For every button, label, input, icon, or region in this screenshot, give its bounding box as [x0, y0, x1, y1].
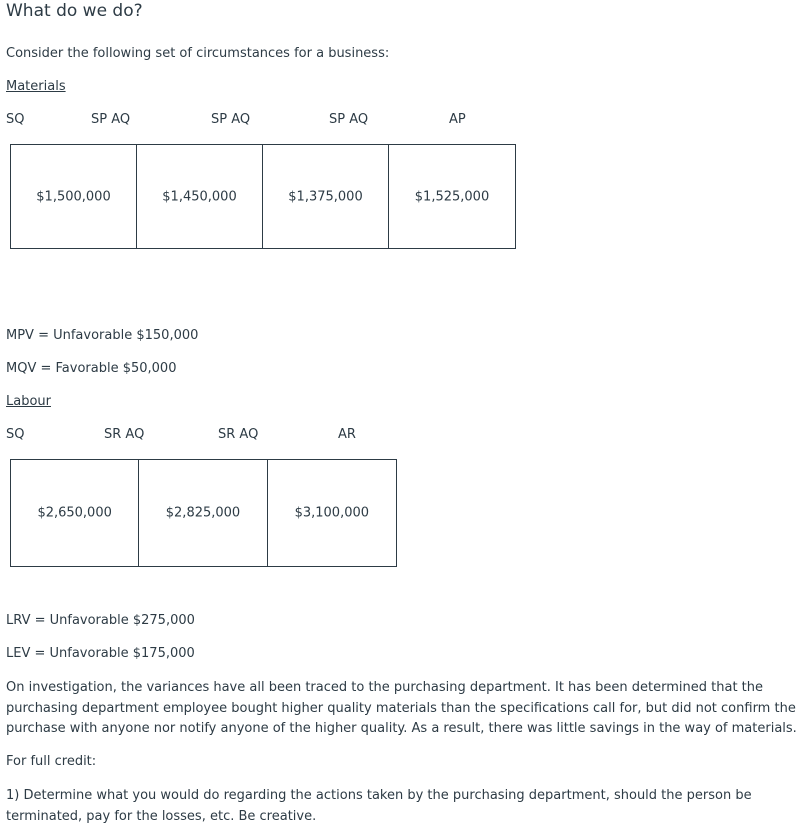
- labour-table: [10, 459, 397, 567]
- materials-label-sp-aq-3: SP AQ: [329, 112, 369, 127]
- mqv-text: MQV = Favorable $50,000: [6, 361, 177, 376]
- materials-cell-value: $1,500,000: [36, 189, 111, 204]
- materials-cell: [263, 145, 389, 248]
- materials-cell: [11, 145, 137, 248]
- intro-text: Consider the following set of circumstances for a business:: [6, 46, 390, 61]
- materials-label-ap: AP: [449, 112, 466, 127]
- labour-cell-value: $2,650,000: [37, 505, 112, 521]
- materials-cell-value: $1,375,000: [288, 189, 363, 204]
- lev-text: LEV = Unfavorable $175,000: [6, 646, 195, 661]
- materials-heading: Materials: [6, 79, 66, 94]
- labour-heading: Labour: [6, 394, 51, 409]
- labour-label-sr-aq-1: SR AQ: [104, 427, 145, 442]
- labour-label-ar: AR: [338, 427, 356, 442]
- materials-cell: [389, 145, 515, 248]
- materials-cell: [137, 145, 263, 248]
- investigation-paragraph: On investigation, the variances have all been traced to the purchasing department. It has been determined that the purchasing department employee bought higher quality materials than the specifications call for, but did not confirm the purchase with anyone nor notify anyone of the higher quality. As a result, there was little savings in the way of materials.: [6, 680, 797, 736]
- materials-cell-value: $1,450,000: [162, 189, 237, 204]
- mpv-text: MPV = Unfavorable $150,000: [6, 328, 199, 343]
- full-credit-text: For full credit:: [6, 754, 97, 769]
- materials-label-sp-aq-2: SP AQ: [211, 112, 251, 127]
- page-title: What do we do?: [6, 1, 143, 21]
- labour-cell: [11, 460, 139, 566]
- labour-label-sr-aq-2: SR AQ: [218, 427, 259, 442]
- labour-cell-value: $2,825,000: [165, 505, 241, 521]
- labour-cell-value: $3,100,000: [294, 505, 370, 521]
- labour-cell: [268, 460, 396, 566]
- materials-cell-value: $1,525,000: [414, 189, 490, 204]
- labour-cell: [139, 460, 267, 566]
- question-1: 1) Determine what you would do regarding the actions taken by the purchasing department, should the person be terminated, pay for the losses, etc. Be creative.: [6, 788, 752, 824]
- materials-label-sp-aq-1: SP AQ: [91, 112, 131, 127]
- lrv-text: LRV = Unfavorable $275,000: [6, 613, 195, 628]
- materials-label-sq: SQ: [6, 112, 25, 127]
- materials-table: [10, 144, 516, 249]
- labour-label-sq: SQ: [6, 427, 25, 442]
